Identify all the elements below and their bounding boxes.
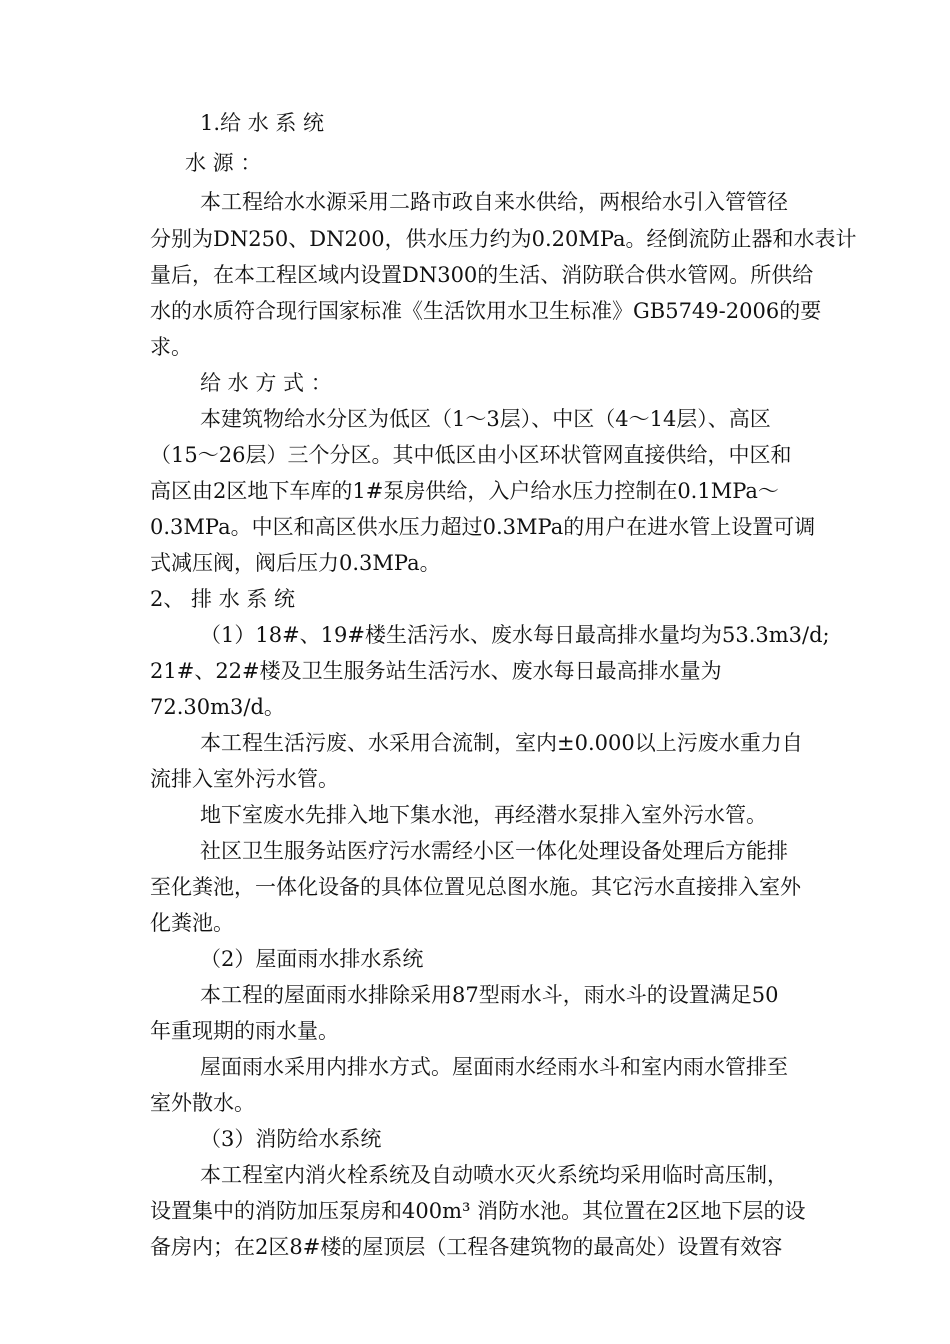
paragraph-line: 化粪池。 xyxy=(150,911,234,935)
paragraph-line: 水的水质符合现行国家标准《生活饮用水卫生标准》GB5749-2006的要 xyxy=(150,299,822,323)
paragraph-line: 社区卫生服务站医疗污水需经小区一体化处理设备处理后方能排 xyxy=(200,839,788,863)
paragraph-line: 本工程的屋面雨水排除采用87型雨水斗，雨水斗的设置满足50 xyxy=(200,983,779,1007)
subheading-roof-rainwater: （2）屋面雨水排水系统 xyxy=(200,947,424,971)
paragraph-line: 量后，在本工程区域内设置DN300的生活、消防联合供水管网。所供给 xyxy=(150,263,814,287)
paragraph-line: 本建筑物给水分区为低区（1～3层）、中区（4～14层）、高区 xyxy=(200,407,771,431)
paragraph-line: 21#、22#楼及卫生服务站生活污水、废水每日最高排水量为 xyxy=(150,659,722,683)
paragraph-line: 本工程室内消火栓系统及自动喷水灭火系统均采用临时高压制， xyxy=(200,1163,788,1187)
paragraph-line: 高区由2区地下车库的1#泵房供给，入户给水压力控制在0.1MPa～ xyxy=(150,479,779,503)
heading-water-supply-system: 1.给 水 系 统 xyxy=(200,111,325,135)
paragraph-line: 求。 xyxy=(150,335,192,359)
paragraph-line: 0.3MPa。中区和高区供水压力超过0.3MPa的用户在进水管上设置可调 xyxy=(150,515,816,539)
paragraph-line: 分别为DN250、DN200，供水压力约为0.20MPa。经倒流防止器和水表计 xyxy=(150,227,857,251)
paragraph-line: 72.30m3/d。 xyxy=(150,695,285,719)
paragraph-line: （15～26层）三个分区。其中低区由小区环状管网直接供给，中区和 xyxy=(150,443,792,467)
paragraph-line: 至化粪池，一体化设备的具体位置见总图水施。其它污水直接排入室外 xyxy=(150,875,801,899)
paragraph-line: 设置集中的消防加压泵房和400m³ 消防水池。其位置在2区地下层的设 xyxy=(150,1199,806,1223)
paragraph-line: （1）18#、19#楼生活污水、废水每日最高排水量均为53.3m3/d; xyxy=(200,623,830,647)
paragraph-line: 地下室废水先排入地下集水池，再经潜水泵排入室外污水管。 xyxy=(200,803,767,827)
subheading-supply-method: 给 水 方 式 ： xyxy=(200,371,332,395)
heading-drainage-system: 2、 排 水 系 统 xyxy=(150,587,296,611)
paragraph-line: 屋面雨水采用内排水方式。屋面雨水经雨水斗和室内雨水管排至 xyxy=(200,1055,788,1079)
paragraph-line: 年重现期的雨水量。 xyxy=(150,1019,339,1043)
paragraph-line: 本工程生活污废、水采用合流制，室内±0.000以上污废水重力自 xyxy=(200,731,803,755)
paragraph-line: 本工程给水水源采用二路市政自来水供给，两根给水引入管管径 xyxy=(200,190,788,214)
paragraph-line: 式减压阀，阀后压力0.3MPa。 xyxy=(150,551,441,575)
paragraph-line: 流排入室外污水管。 xyxy=(150,767,339,791)
paragraph-line: 备房内；在2区8#楼的屋顶层（工程各建筑物的最高处）设置有效容 xyxy=(150,1235,783,1259)
paragraph-line: 室外散水。 xyxy=(150,1091,255,1115)
subheading-fire-water: （3）消防给水系统 xyxy=(200,1127,382,1151)
subheading-water-source: 水 源 ： xyxy=(185,151,262,175)
